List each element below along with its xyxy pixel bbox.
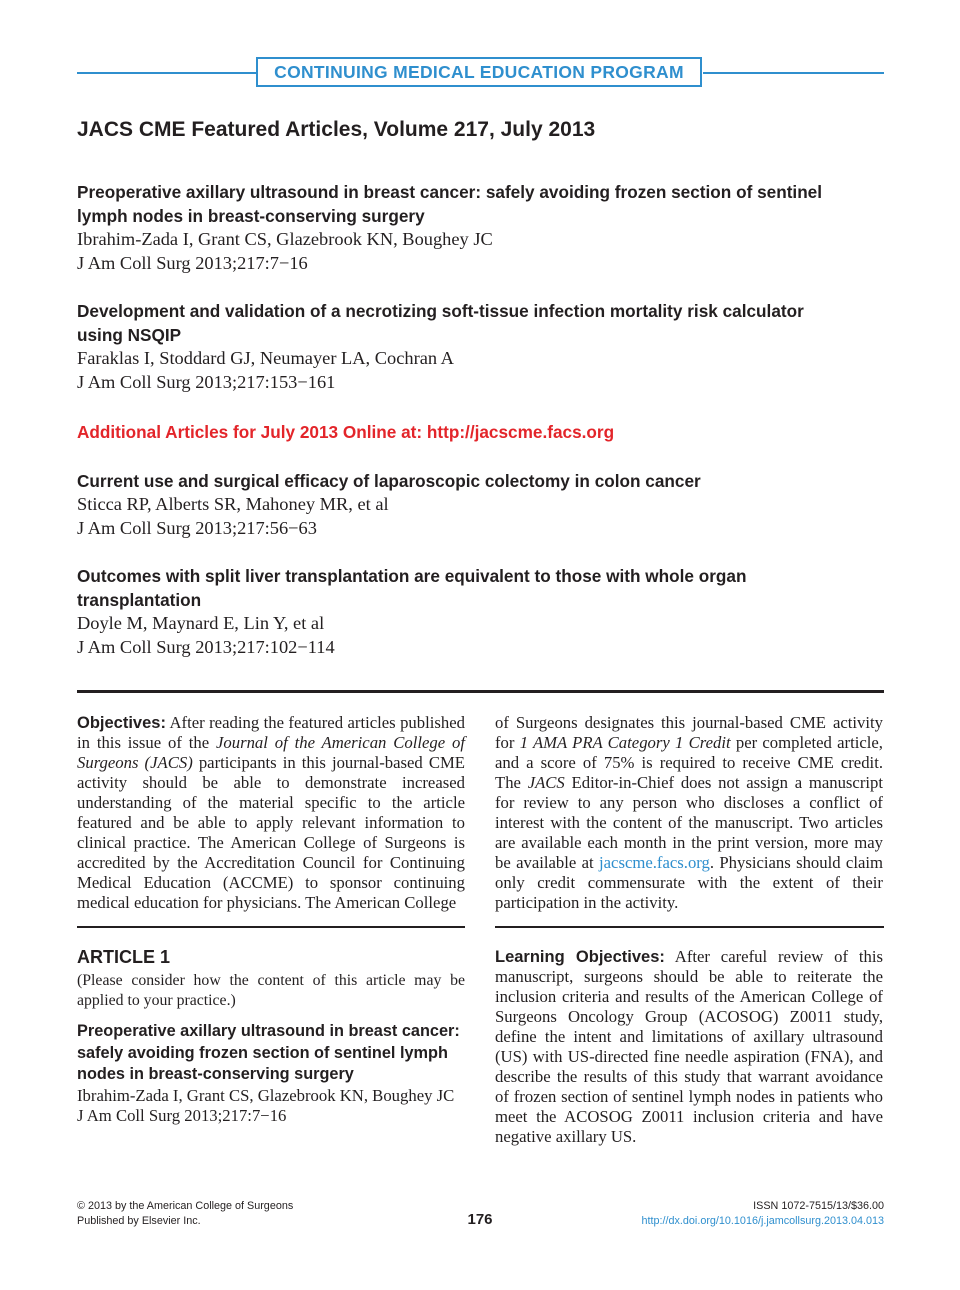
online-article[interactable] <box>77 564 885 659</box>
objectives-label: Objectives: <box>77 714 166 732</box>
online-article[interactable] <box>77 469 885 540</box>
featured-article[interactable] <box>77 299 885 394</box>
section-divider <box>77 690 884 693</box>
online-article-citation: J Am Coll Surg 2013;217:56−63 <box>77 517 317 538</box>
section-banner <box>256 57 702 87</box>
banner-label: CONTINUING MEDICAL EDUCATION PROGRAM <box>274 62 684 82</box>
article-authors: Ibrahim-Zada I, Grant CS, Glazebrook KN, Boughey JC <box>77 1085 455 1105</box>
objectives-column-left: Objectives: After reading the featured articles published in this issue of the Journal of the American College of Surgeons (JACS) participants in this journal-based CME activity should be able to demonstrate increased understanding of the material specific to the article featured and be able to apply relevant information to clinical practice. The American College of Surgeons is accredited by the Accreditation Council for Continuing Medical Education (ACCME) to sponsor continuing medical education for physicians. The American College <box>77 713 465 912</box>
objectives-text-left: participants in this journal-based CME activity should be able to demonstrate increased understanding of the material specific to the article featured and be able to apply relevant information to clinical practice. The American College of Surgeons is accredited by the Accreditation Council for Continuing Medical Education (ACCME) to sponsor continuing medical education for physicians. The American College <box>77 753 465 912</box>
objectives-column-right: of Surgeons designates this journal-based CME activity for 1 AMA PRA Category 1 Credit per completed article, and a score of 75% is required to receive CME credit. The JACS Editor-in-Chief does not assign a manuscript for review to any person who discloses a conflict of interest with the content of the manuscript. Two articles are available each month in the print version, more may be available at jacscme.facs.org. Physicians should claim only credit commensurate with the extent of their participation in the activity. <box>495 713 883 912</box>
page-title: JACS CME Featured Articles, Volume 217, July 2013 <box>77 118 596 141</box>
journal-name: Journal of the American College of Surgeons (JACS) <box>77 733 465 772</box>
objectives-text-right: of Surgeons designates this journal-based CME activity for <box>495 713 883 752</box>
article-citation: J Am Coll Surg 2013;217:7−16 <box>77 1105 287 1125</box>
learning-objectives-block <box>495 947 883 1147</box>
publisher: Published by Elsevier Inc. <box>77 1215 201 1227</box>
featured-article[interactable] <box>77 180 885 275</box>
online-article-authors: Doyle M, Maynard E, Lin Y, et al <box>77 613 325 633</box>
column-divider-right <box>495 926 884 928</box>
banner-rule-right <box>703 72 884 74</box>
featured-article-title[interactable]: Preoperative axillary ultrasound in breast cancer: safely avoiding frozen section of sentinel lymph nodes in breast-conserving surgery <box>77 182 823 226</box>
column-divider-left <box>77 926 465 928</box>
article-consider-note: (Please consider how the content of this article may be applied to your practice.) <box>77 972 465 1009</box>
featured-article-authors: Ibrahim-Zada I, Grant CS, Glazebrook KN, Boughey JC <box>77 229 493 249</box>
jacs-abbreviation: JACS <box>527 773 565 792</box>
featured-article-authors: Faraklas I, Stoddard GJ, Neumayer LA, Cochran A <box>77 348 454 368</box>
footer-right <box>642 1199 885 1229</box>
featured-article-citation: J Am Coll Surg 2013;217:153−161 <box>77 371 336 392</box>
learning-objectives-label: Learning Objectives: <box>495 948 665 966</box>
featured-article-citation: J Am Coll Surg 2013;217:7−16 <box>77 252 308 273</box>
article-title[interactable]: Preoperative axillary ultrasound in breast cancer: safely avoiding frozen section of sentinel lymph nodes in breast-conserving surgery <box>77 1022 460 1083</box>
featured-articles-list <box>77 180 885 683</box>
credit-name: 1 AMA PRA Category 1 Credit <box>519 733 731 752</box>
copyright: © 2013 by the American College of Surgeons <box>77 1200 294 1212</box>
issn: ISSN 1072-7515/13/$36.00 <box>753 1200 884 1212</box>
online-article-authors: Sticca RP, Alberts SR, Mahoney MR, et al <box>77 494 389 514</box>
online-article-title[interactable]: Current use and surgical efficacy of laparoscopic colectomy in colon cancer <box>77 471 701 491</box>
additional-articles-link[interactable]: Additional Articles for July 2013 Online at: http://jacscme.facs.org <box>77 422 615 442</box>
banner-rule-left <box>77 72 257 74</box>
jacscme-link[interactable]: jacscme.facs.org <box>599 853 710 872</box>
page-number: 176 <box>467 1211 493 1228</box>
online-article-citation: J Am Coll Surg 2013;217:102−114 <box>77 636 335 657</box>
article-heading: ARTICLE 1 <box>77 947 171 967</box>
featured-article-title[interactable]: Development and validation of a necrotizing soft-tissue infection mortality risk calculator using NSQIP <box>77 301 804 345</box>
online-article-title[interactable]: Outcomes with split liver transplantation are equivalent to those with whole organ transplantation <box>77 566 747 610</box>
doi-link[interactable]: http://dx.doi.org/10.1016/j.jamcollsurg.2013.04.013 <box>641 1215 884 1227</box>
learning-objectives-text: After careful review of this manuscript, surgeons should be able to reiterate the inclusion criteria and results of the American College of Surgeons Oncology Group (ACOSOG) Z0011 study, define the intent and limitations of axillary ultrasound (US) with US-directed fine needle aspiration (FNA), and describe the results of this study that warrant avoidance of frozen section of sentinel lymph nodes in patients who meet the ACOSOG Z0011 inclusion criteria and have negative axillary US. <box>495 947 883 1146</box>
article-1-block <box>77 946 465 1126</box>
